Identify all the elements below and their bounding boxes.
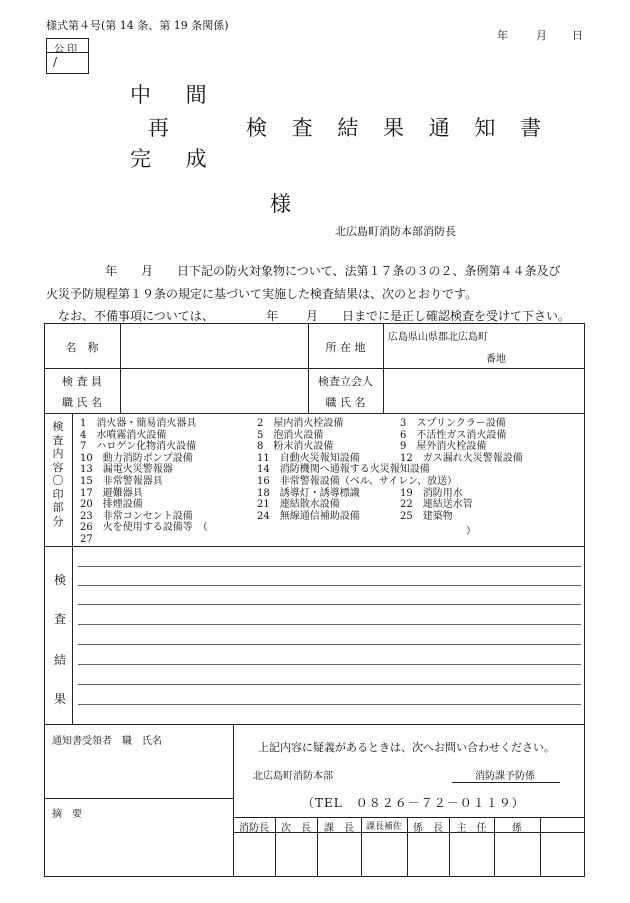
inspection-content-label: 検査内容〇印部分 [52,420,64,528]
intro-line-2: 火災予防規程第１９条の規定に基づいて実施した検査結果は、次のとおりです。 [46,287,478,301]
intro-line-3-end: 日までに是正し確認検査を受けて下さい。 [342,309,571,323]
item-20[interactable]: 20 排煙設備 [80,499,143,511]
item-1[interactable]: 1 消火器・簡易消火器具 [80,418,197,429]
item-6[interactable]: 6 不活性ガス消火設備 [400,429,507,441]
item-18[interactable]: 18 誘導灯・誘導標識 [257,487,360,499]
contact-note: 上記内容に疑義があるときは、次へお問い合わせください。 [258,741,555,754]
stamp-box-deputy[interactable] [276,833,316,876]
name-field[interactable] [121,324,307,367]
item-13[interactable]: 13 漏電火災警報器 [80,464,173,476]
stamp-col-unit-chief: 係 長 [413,823,443,834]
result-label-1: 検 [54,573,67,587]
items-close-paren: ） [466,526,476,537]
item-17[interactable]: 17 避難器具 [80,487,143,499]
summary-field[interactable] [45,820,232,875]
intro-line-1: 年 月 日下記の防火対象物について、法第１７条の３の２、条例第４４条及び [105,264,561,278]
item-26[interactable]: 26 火を使用する設備等 （ [80,522,208,534]
option-interim: 中 間 [130,83,221,107]
item-14[interactable]: 14 消防機関へ通報する火災報知設備 [257,464,430,476]
address-field[interactable] [384,324,584,367]
summary-label: 摘 要 [52,809,82,820]
seal-label: 公 印 [54,44,78,55]
item-12[interactable]: 12 ガス漏れ火災警報設備 [400,452,523,464]
stamp-col-chief: 消防長 [239,823,269,834]
header-year-label: 年 [497,29,508,42]
stamp-col-staff: 係 [512,823,522,834]
stamp-box-assistant-chief[interactable] [362,833,406,876]
item-4[interactable]: 4 水噴霧消火設備 [80,429,167,441]
receiver-label: 通知書受領者 職 氏名 [52,736,162,747]
stamp-box-staff[interactable] [495,833,539,876]
header-day-label: 日 [572,29,583,42]
item-27[interactable]: 27 [80,533,93,545]
form-number: 様式第４号(第 14 条、第 19 条関係) [46,19,229,32]
stamp-box-supervisor[interactable] [450,833,493,876]
issuer: 北広島町消防本部消防長 [335,225,456,238]
stamp-col-supervisor: 主 任 [456,823,487,834]
item-19[interactable]: 19 消防用水 [400,487,463,499]
inspector-title-label: 職 氏 名 [62,396,102,409]
section-name: 消防課予防係 [475,771,535,782]
inspector-label: 検 査 員 [62,375,102,388]
stamp-box-section-chief[interactable] [318,833,360,876]
items-column-1 [80,418,208,546]
official-seal-box [46,38,89,74]
honorific: 様 [270,192,291,216]
item-3[interactable]: 3 スプリンクラー設備 [400,418,506,429]
witness-label: 検査立会人 [318,375,373,388]
department-name: 北広島町消防本部 [253,771,333,782]
seal-mark: / [53,55,58,69]
result-label-2: 査 [54,612,67,626]
inspector-field[interactable] [121,369,307,412]
contact-phone: （TEL ０８２６－７２－０１１９） [302,796,525,810]
item-8[interactable]: 8 粉末消火設備 [257,441,334,453]
item-21[interactable]: 21 連結散水設備 [257,499,340,511]
stamp-box-chief[interactable] [234,833,274,876]
stamp-col-assistant-chief: 課長補佐 [365,822,402,832]
item-5[interactable]: 5 泡消火設備 [257,429,324,441]
witness-title-label: 職 氏 名 [325,396,366,409]
intro-deadline-year: 年 [266,309,279,323]
result-label-3: 結 [54,653,67,667]
address-suffix: 番地 [486,354,506,365]
stamp-col-section-chief: 課 長 [324,823,354,834]
item-10[interactable]: 10 動力消防ポンプ設備 [80,452,193,464]
stamp-col-deputy: 次 長 [281,823,311,834]
item-15[interactable]: 15 非常警報器具 [80,475,163,487]
item-2[interactable]: 2 屋内消火栓設備 [257,418,344,429]
witness-field[interactable] [384,369,584,412]
header-month-label: 月 [536,29,547,42]
option-complete: 完 成 [130,147,221,171]
item-11[interactable]: 11 自動火災報知設備 [257,452,360,464]
address-value: 広島県山県郡北広島町 [388,332,488,343]
intro-line-3-start: なお、不備事項については、 [58,309,214,323]
intro-deadline-month: 月 [306,309,319,323]
item-7[interactable]: 7 ハロゲン化物消火設備 [80,441,197,453]
document-title: 検 査 結 果 通 知 書 [246,116,551,140]
option-re: 再 [148,116,183,140]
items-column-3 [400,418,523,522]
stamp-box-unit-chief[interactable] [408,833,448,876]
item-16[interactable]: 16 非常警報設備（ベル、サイレン、放送） [257,475,458,487]
result-label-4: 果 [54,692,67,706]
results-field[interactable] [74,548,583,722]
receiver-field[interactable] [45,748,232,797]
item-24[interactable]: 24 無線通信補助設備 [257,510,360,522]
item-23[interactable]: 23 非常コンセント設備 [80,510,193,522]
item-25[interactable]: 25 建築物 [400,510,453,522]
item-9[interactable]: 9 屋外消火栓設備 [400,441,487,453]
name-label: 名 称 [65,341,99,354]
item-22[interactable]: 22 連結送水管 [400,499,473,511]
address-label: 所 在 地 [325,341,366,354]
